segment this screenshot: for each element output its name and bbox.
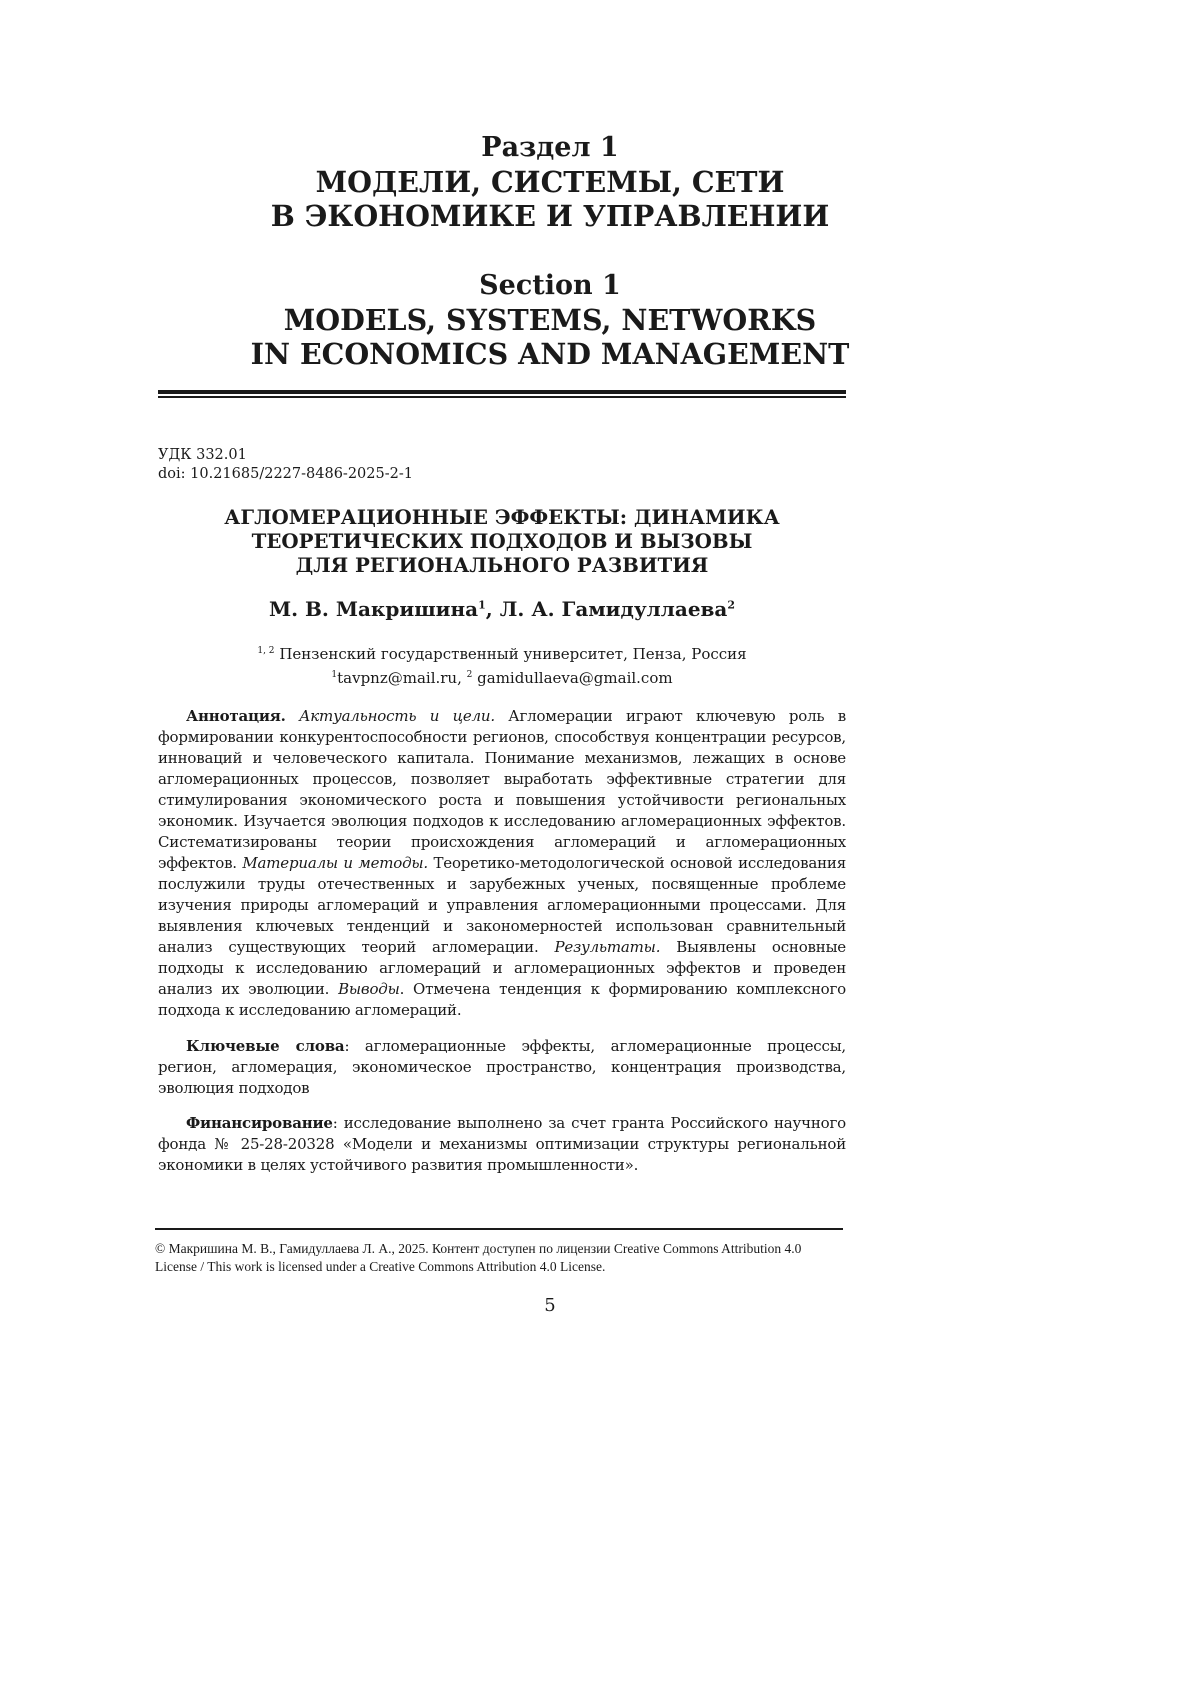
udc-code: УДК 332.01: [158, 447, 247, 463]
abstract-text-4: . Отмечена тенденция к формированию комплексного подхода к исследованию агломераций.: [158, 980, 846, 1019]
abstract-label: Аннотация.: [186, 707, 286, 725]
footnote-divider: [155, 1228, 843, 1230]
doi[interactable]: doi: 10.21685/2227-8486-2025-2-1: [158, 466, 413, 482]
section-title-ru-line2: В ЭКОНОМИКЕ И УПРАВЛЕНИИ: [270, 199, 830, 233]
affiliation-mark: 1, 2: [257, 646, 275, 656]
article-title: [158, 505, 846, 577]
keywords-text: : агломерационные эффекты, агломерационные процессы, регион, агломерация, экономическое пространство, концентрация производства, эволюция подходов: [158, 1037, 847, 1097]
funding-label: Финансирование: [186, 1114, 333, 1132]
emails-line: [158, 665, 846, 689]
abstract: [158, 706, 846, 1021]
section-title-en-line1: MODELS, SYSTEMS, NETWORKS: [283, 303, 817, 337]
email-2-mark: 2: [466, 670, 473, 680]
email-1-mark: 1: [331, 670, 338, 680]
author-separator: ,: [485, 597, 500, 621]
copyright-footnote: © Макришина М. В., Гамидуллаева Л. А., 2025. Контент доступен по лицензии Creative Commons Attribution 4.0 License / This work is licensed under a Creative Commons Attribution 4.0 License.: [155, 1241, 802, 1274]
author-1-affiliation-mark: 1: [478, 598, 486, 612]
abstract-heading-conclusions: Выводы: [338, 980, 400, 998]
email-1[interactable]: tavpnz@mail.ru,: [337, 669, 467, 687]
keywords: [158, 1036, 846, 1099]
author-2: Л. А. Гамидуллаева: [499, 597, 728, 621]
section-heading-ru: [0, 131, 1100, 233]
section-heading-en: [0, 269, 1100, 371]
funding: [158, 1113, 846, 1176]
abstract-heading-methods: Материалы и методы.: [242, 854, 428, 872]
affiliation-line: [158, 641, 846, 665]
article-title-line3: ДЛЯ РЕГИОНАЛЬНОГО РАЗВИТИЯ: [295, 553, 709, 577]
abstract-text-2: Теоретико-методологической основой исследования послужили труды отечественных и зарубежных ученых, посвященные проблеме изучения природы агломераций и управления агломерационными процессами. Для выявления ключевых тенденций и закономерностей использован сравнительный анализ существующих теорий агломерации.: [158, 854, 846, 956]
abstract-text-3: Выявлены основные подходы к исследованию агломераций и агломерационных эффектов и проведен анализ их эволюции.: [158, 938, 846, 998]
section-divider-thin: [158, 396, 846, 398]
section-title-en-line2: IN ECONOMICS AND MANAGEMENT: [250, 337, 850, 371]
author-2-affiliation-mark: 2: [727, 598, 736, 612]
abstract-heading-relevance: Актуальность и цели.: [299, 707, 495, 725]
affiliation: [158, 641, 846, 689]
section-divider-thick: [158, 390, 846, 394]
funding-text: : исследование выполнено за счет гранта Российского научного фонда № 25-28-20328 «Модели и механизмы оптимизации структуры региональной экономики в целях устойчивого развития промышленности».: [158, 1114, 846, 1174]
keywords-label: Ключевые слова: [186, 1037, 345, 1055]
affiliation-text: Пензенский государственный университет, Пенза, Россия: [274, 645, 747, 663]
section-number-en: Section 1: [479, 270, 621, 301]
author-1: М. В. Макришина: [268, 597, 479, 621]
abstract-heading-results: Результаты.: [554, 938, 661, 956]
section-title-ru-line1: МОДЕЛИ, СИСТЕМЫ, СЕТИ: [315, 165, 785, 199]
abstract-text-1: Агломерации играют ключевую роль в формировании конкурентоспособности регионов, способствуя концентрации ресурсов, инноваций и человеческого капитала. Понимание механизмов, лежащих в основе агломерационных процессов, позволяет выработать эффективные стратегии для стимулирования экономического роста и повышения устойчивости региональных экономик. Изучается эволюция подходов к исследованию агломерационных эффектов. Систематизированы теории происхождения агломераций и агломерационных эффектов.: [158, 707, 847, 872]
article-title-line2: ТЕОРЕТИЧЕСКИХ ПОДХОДОВ И ВЫЗОВЫ: [251, 529, 753, 553]
article-title-line1: АГЛОМЕРАЦИОННЫЕ ЭФФЕКТЫ: ДИНАМИКА: [224, 505, 780, 529]
page-number: 5: [544, 1295, 556, 1316]
email-2[interactable]: gamidullaeva@gmail.com: [472, 669, 673, 687]
section-number-ru: Раздел 1: [481, 132, 619, 163]
authors: [158, 597, 846, 621]
